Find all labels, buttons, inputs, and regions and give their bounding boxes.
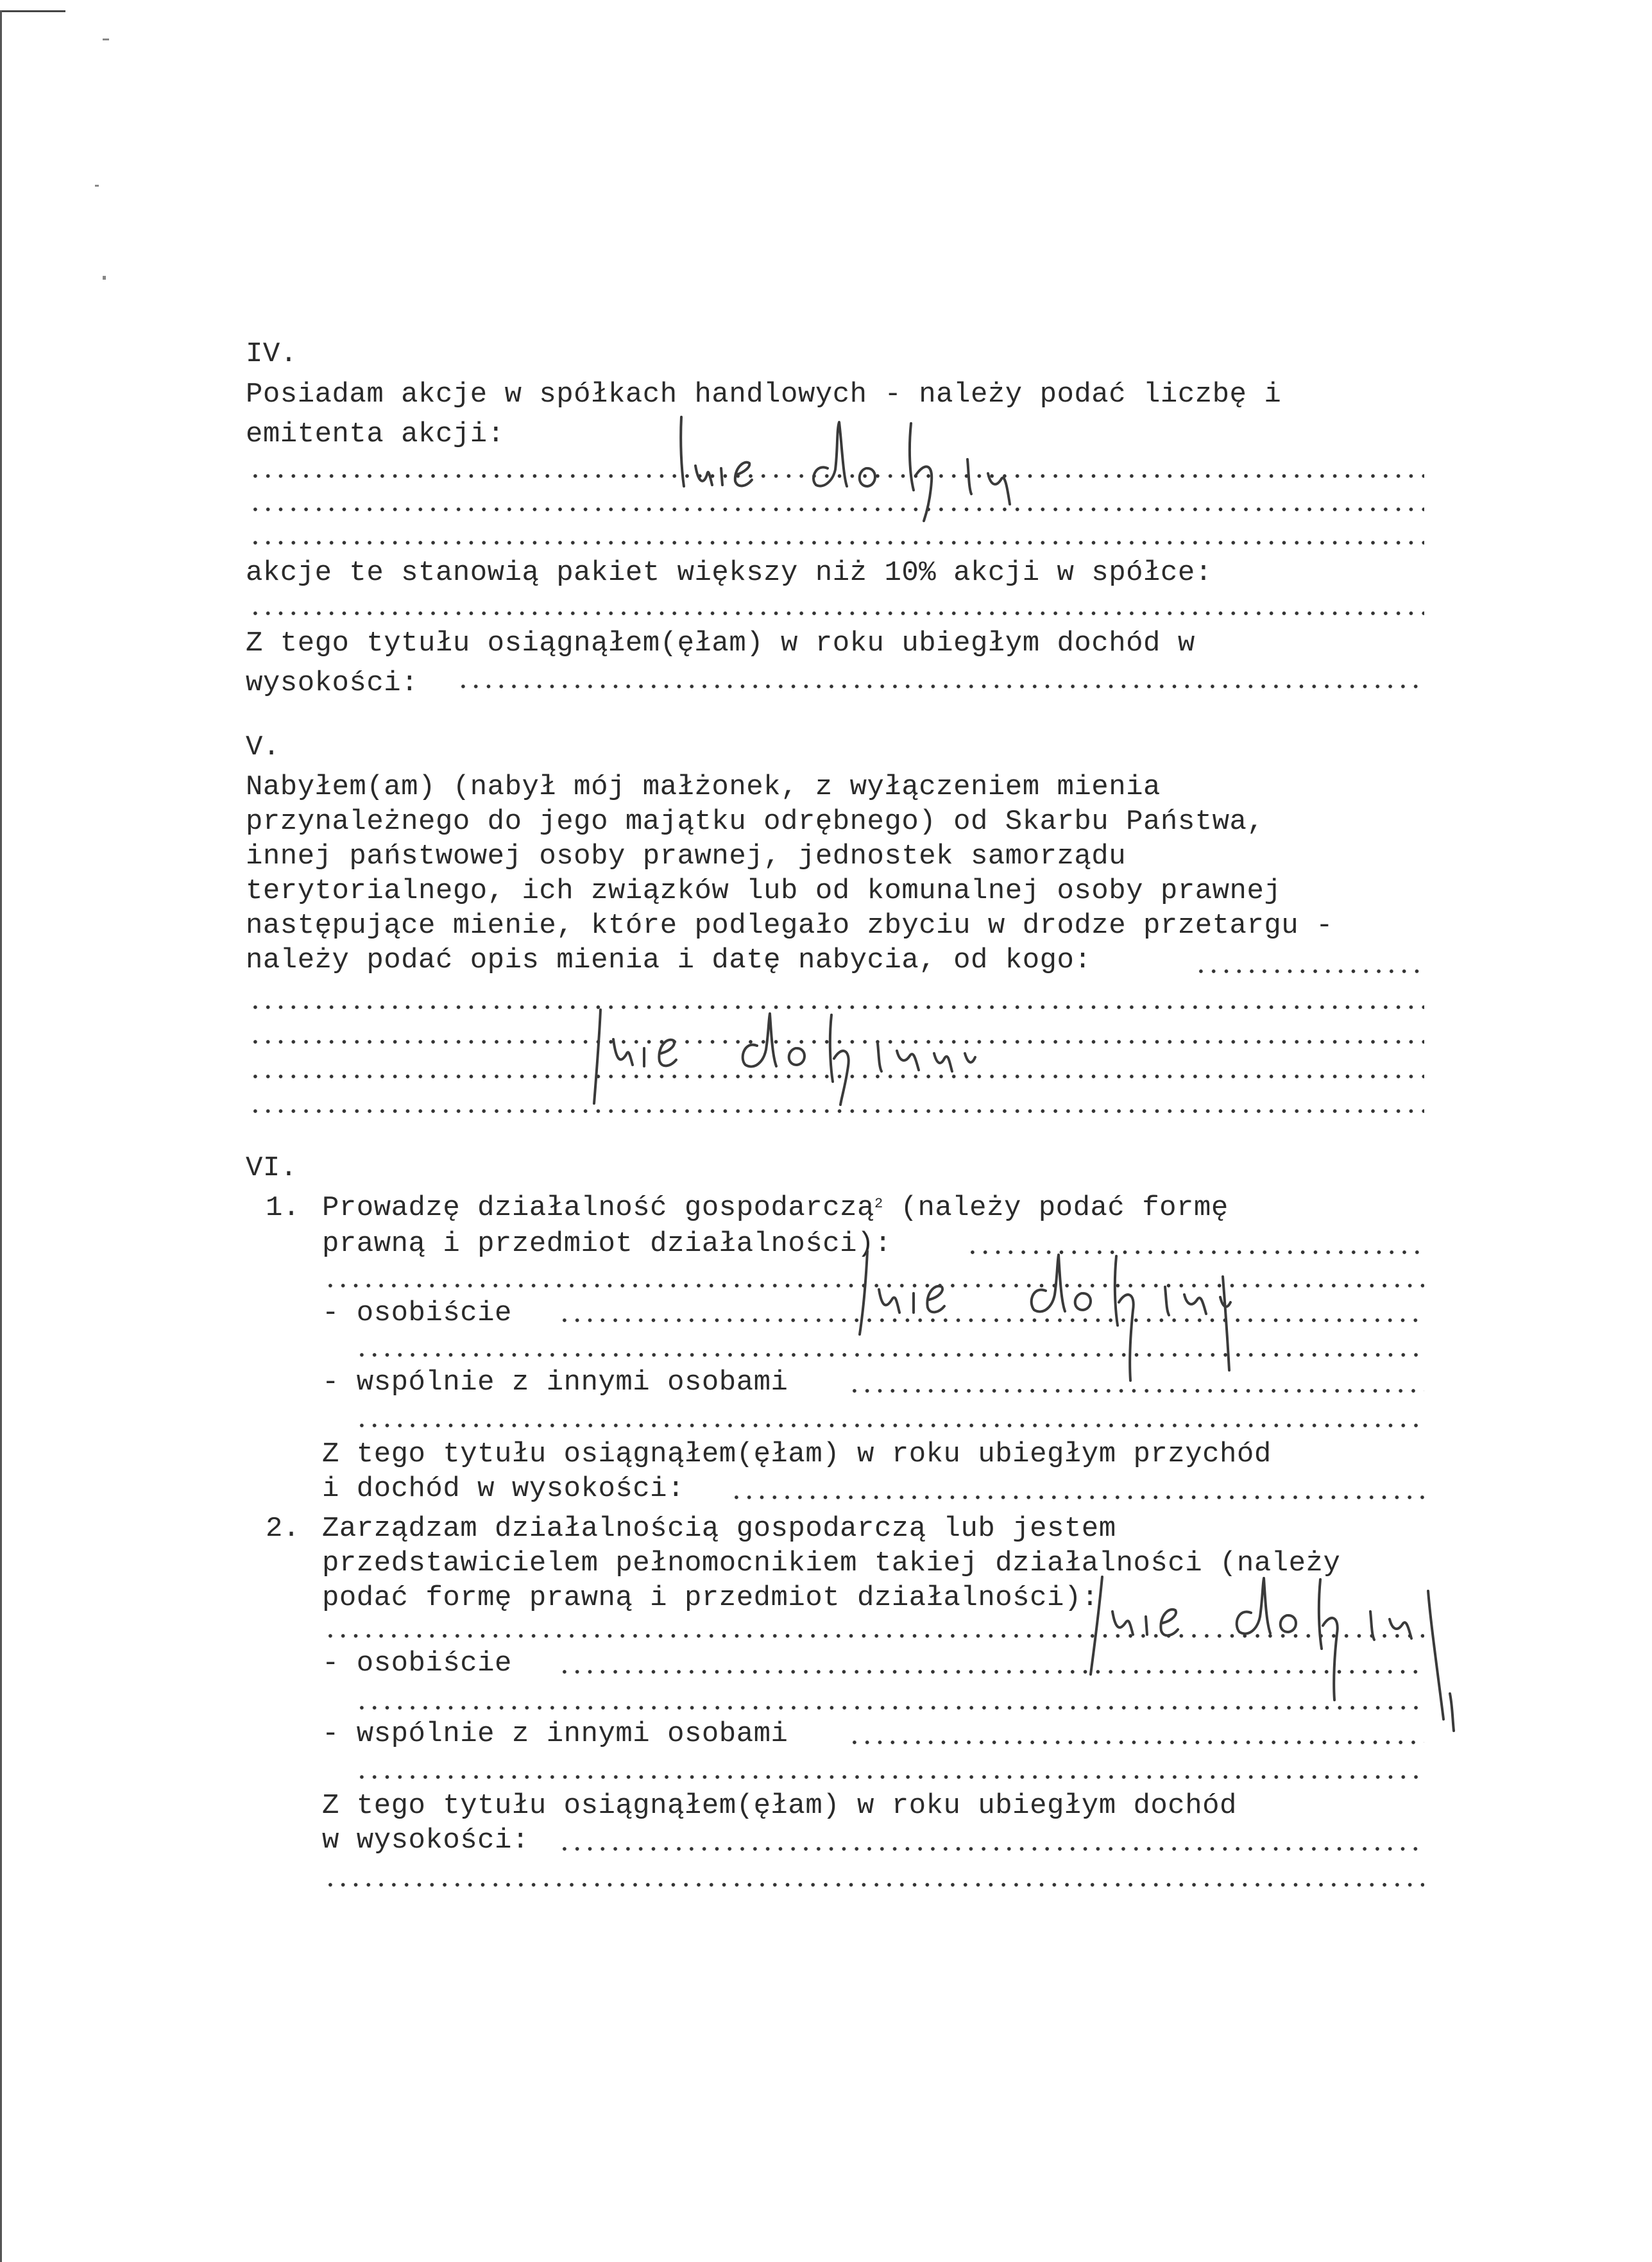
section-vi-item1-personally: - osobiście [322, 1297, 512, 1329]
fill-line [355, 1774, 1424, 1780]
section-vi-item1-income-1: Z tego tytułu osiągnąłem(ęłam) w roku ubiegłym przychód [322, 1438, 1272, 1470]
footnote-marker: 2 [874, 1196, 883, 1212]
section-vi-item2-income-2: w wysokości: [322, 1824, 529, 1857]
fill-line [249, 611, 1424, 616]
handwritten-nie-dotyczy [667, 378, 1116, 526]
section-iv-heading: IV. [246, 338, 298, 370]
fill-line [1195, 969, 1424, 974]
section-vi-item2-text-2: przedstawicielem pełnomocnikiem takiej działalności (należy [322, 1547, 1341, 1579]
section-vi-item2-text-1: Zarządzam działalnością gospodarczą lub jestem [322, 1513, 1116, 1545]
section-v-text-6: należy podać opis mienia i datę nabycia, od kogo: [246, 944, 1092, 976]
section-v-text-4: terytorialnego, ich związków lub od komunalnej osoby prawnej [246, 875, 1282, 907]
fill-line [558, 1846, 1424, 1851]
section-v-text-3: innej państwowej osoby prawnej, jednostek samorządu [246, 840, 1127, 872]
handwritten-nie-dotyczy [840, 1238, 1354, 1386]
fill-line [249, 540, 1424, 545]
section-vi-item2-text-3: podać formę prawną i przedmiot działalności): [322, 1582, 1099, 1614]
scan-border-top [0, 10, 65, 12]
fill-line [457, 684, 1424, 689]
section-v-text-5: następujące mienie, które podlegało zbyciu w drodze przetargu - [246, 910, 1333, 942]
section-v-heading: V. [246, 731, 280, 763]
scan-speck [95, 185, 99, 187]
section-v-text-1: Nabyłem(am) (nabył mój małżonek, z wyłączeniem mienia [246, 771, 1161, 803]
section-v-text-2: przynależnego do jego majątku odrębnego) od Skarbu Państwa, [246, 806, 1265, 838]
fill-line [355, 1423, 1424, 1428]
section-vi-item1-text-2: prawną i przedmiot działalności): [322, 1228, 892, 1260]
section-vi-item2-income-1: Z tego tytułu osiągnąłem(ęłam) w roku ubiegłym dochód [322, 1790, 1237, 1822]
fill-line [324, 1882, 1424, 1887]
section-iv-text-5: wysokości: [246, 667, 419, 699]
scan-speck [103, 276, 106, 280]
fill-line [730, 1495, 1424, 1500]
fill-line [848, 1740, 1424, 1745]
section-iv-text-4: Z tego tytułu osiągnąłem(ęłam) w roku ubiegłym dochód w [246, 627, 1195, 659]
section-vi-item2-number: 2. [266, 1513, 300, 1545]
section-vi-item1-income-2: i dochód w wysokości: [322, 1473, 685, 1505]
section-vi-heading: VI. [246, 1152, 298, 1184]
section-iv-text-2: emitenta akcji: [246, 418, 505, 450]
scan-border-left [0, 10, 2, 2262]
section-iv-text-1: Posiadam akcje w spółkach handlowych - należy podać liczbę i [246, 378, 1282, 411]
section-vi-item2-personally: - osobiście [322, 1647, 512, 1679]
section-vi-item2-jointly: - wspólnie z innymi osobami [322, 1718, 788, 1750]
section-vi-item1-number: 1. [266, 1192, 300, 1224]
scan-speck [103, 38, 109, 40]
section-vi-item1-text-1: Prowadzę działalność gospodarczą$^2$ (należy podać formę [322, 1192, 1229, 1224]
handwritten-nie-dotyczy [577, 994, 1078, 1110]
handwritten-nie-dotyczy [1065, 1565, 1476, 1732]
fill-line [848, 1388, 1424, 1393]
section-iv-text-3: akcje te stanowią pakiet większy niż 10% akcji w spółce: [246, 557, 1213, 589]
section-vi-item1-jointly: - wspólnie z innymi osobami [322, 1366, 788, 1399]
